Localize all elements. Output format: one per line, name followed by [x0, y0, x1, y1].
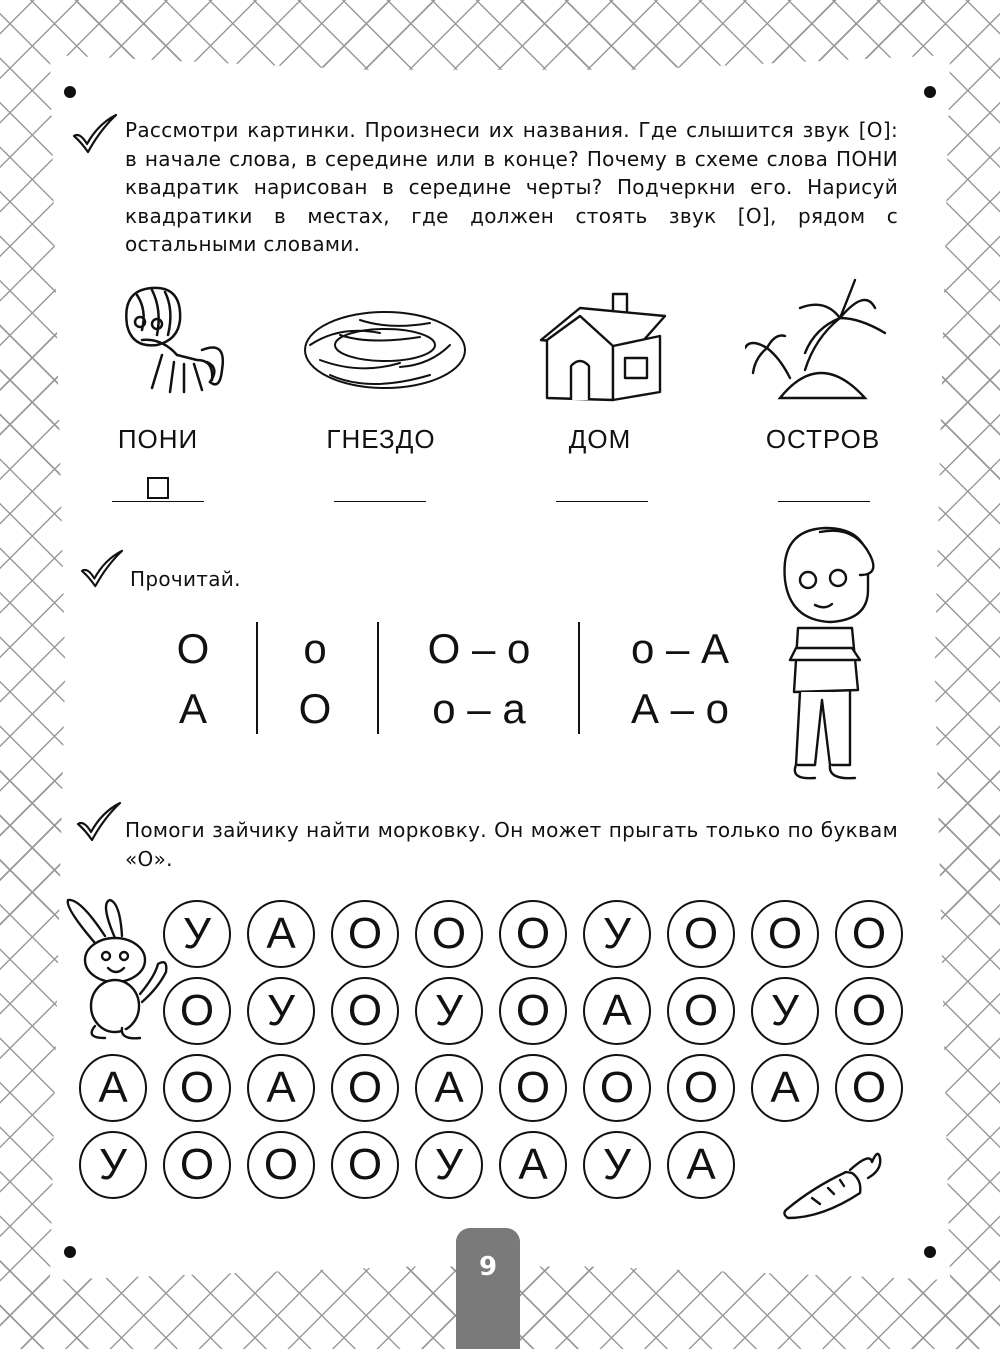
pin-bottom-right	[924, 1246, 936, 1258]
letter-circle-text: А	[686, 1140, 716, 1189]
column-divider	[578, 622, 580, 734]
letter-circle[interactable]	[163, 977, 231, 1045]
letter-circle-text: А	[602, 986, 632, 1035]
letter-circle[interactable]	[79, 1054, 147, 1122]
letter-circle-text: О	[431, 909, 467, 958]
letter-circle[interactable]	[247, 1131, 315, 1199]
letter-circle[interactable]	[79, 1131, 147, 1199]
syllable: А – о	[630, 685, 730, 732]
letter-circle[interactable]	[163, 1131, 231, 1199]
letter-circle-text: У	[603, 909, 631, 958]
letter-circle-text: О	[767, 909, 803, 958]
letter-circle[interactable]	[583, 900, 651, 968]
letter-circle[interactable]	[331, 900, 399, 968]
syllable: о – А	[630, 625, 730, 672]
letter-circle-text: А	[434, 1063, 464, 1112]
answer-line-pony[interactable]	[112, 501, 204, 502]
letter-circle-text: О	[851, 986, 887, 1035]
letter-circle-text: У	[603, 1140, 631, 1189]
letter-circle[interactable]	[667, 977, 735, 1045]
letter-circle[interactable]	[415, 900, 483, 968]
syllable: О	[298, 685, 332, 732]
boy-image	[760, 520, 890, 790]
word-pony: ПОНИ	[117, 424, 199, 454]
nest-image	[300, 305, 470, 405]
letter-circle-text: У	[435, 1140, 463, 1189]
letter-circle-text: У	[771, 986, 799, 1035]
letter-circle[interactable]	[415, 1054, 483, 1122]
sound-square	[147, 477, 169, 499]
pony-image	[102, 280, 232, 410]
pin-top-right	[924, 86, 936, 98]
letter-circle[interactable]	[331, 977, 399, 1045]
letter-circle[interactable]	[499, 1131, 567, 1199]
letter-circle[interactable]	[667, 1054, 735, 1122]
pin-bottom-left	[64, 1246, 76, 1258]
letter-circle-text: О	[515, 986, 551, 1035]
checkmark-icon	[74, 800, 124, 844]
letter-circle[interactable]	[247, 1054, 315, 1122]
letter-circle-text: О	[347, 1063, 383, 1112]
letter-circle[interactable]	[331, 1054, 399, 1122]
pin-top-left	[64, 86, 76, 98]
syllable: О	[176, 625, 210, 672]
letter-circle[interactable]	[667, 1131, 735, 1199]
letter-circle[interactable]	[751, 1054, 819, 1122]
letter-circle-text: А	[518, 1140, 548, 1189]
house-image	[535, 288, 675, 413]
letter-circle[interactable]	[331, 1131, 399, 1199]
page-number: 9	[456, 1228, 520, 1349]
letter-circle[interactable]	[247, 900, 315, 968]
letter-circle[interactable]	[583, 977, 651, 1045]
bunny-image	[60, 898, 170, 1043]
letter-circle-text: У	[183, 909, 211, 958]
letter-circle-text: О	[683, 909, 719, 958]
column-divider	[377, 622, 379, 734]
letter-circle[interactable]	[499, 900, 567, 968]
task2-instructions: Прочитай.	[130, 567, 241, 591]
letter-circle-text: О	[263, 1140, 299, 1189]
carrot-image	[782, 1148, 882, 1220]
answer-line-house[interactable]	[556, 501, 648, 502]
task3-instructions: Помоги зайчику найти морковку. Он может прыгать только по буквам «О».	[125, 818, 898, 871]
letter-circle-text: О	[599, 1063, 635, 1112]
letter-circle-text: А	[266, 1063, 296, 1112]
letter-circle-text: У	[99, 1140, 127, 1189]
checkmark-icon	[70, 112, 120, 156]
checkmark-icon	[78, 548, 126, 590]
letter-circle-text: А	[98, 1063, 128, 1112]
letter-circle[interactable]	[751, 900, 819, 968]
letter-circle[interactable]	[835, 1054, 903, 1122]
syllable: А	[178, 685, 207, 732]
letter-circle[interactable]	[667, 900, 735, 968]
word-nest: ГНЕЗДО	[326, 424, 436, 454]
letter-circle-text: О	[347, 986, 383, 1035]
letter-circle[interactable]	[835, 977, 903, 1045]
letter-circle[interactable]	[583, 1054, 651, 1122]
letter-circle[interactable]	[499, 1054, 567, 1122]
syllable: о – а	[432, 685, 526, 732]
letter-circle-text: О	[347, 1140, 383, 1189]
letter-circle-text: О	[851, 1063, 887, 1112]
letter-circle-text: О	[347, 909, 383, 958]
letter-circle-text: О	[179, 1063, 215, 1112]
letter-circle[interactable]	[415, 977, 483, 1045]
letter-circle-text: А	[770, 1063, 800, 1112]
letter-circle-text: О	[515, 909, 551, 958]
word-island: ОСТРОВ	[765, 424, 881, 454]
letter-circle[interactable]	[499, 977, 567, 1045]
letter-circle-text: У	[267, 986, 295, 1035]
letter-circle[interactable]	[247, 977, 315, 1045]
letter-circle-text: О	[515, 1063, 551, 1112]
syllable: О – о	[427, 625, 531, 672]
letter-circle-text: О	[179, 1140, 215, 1189]
letter-circle-text: О	[683, 1063, 719, 1112]
syllable: о	[303, 625, 327, 672]
letter-circle-text: О	[179, 986, 215, 1035]
letter-circle-text: О	[851, 909, 887, 958]
letter-circle-text: У	[435, 986, 463, 1035]
letter-circle-text: О	[683, 986, 719, 1035]
letter-circle[interactable]	[163, 900, 231, 968]
answer-line-island[interactable]	[778, 501, 870, 502]
letter-circle[interactable]	[583, 1131, 651, 1199]
letter-circle[interactable]	[415, 1131, 483, 1199]
answer-line-nest[interactable]	[334, 501, 426, 502]
word-house: ДОМ	[568, 424, 632, 454]
letter-circle[interactable]	[751, 977, 819, 1045]
letter-circle[interactable]	[835, 900, 903, 968]
letter-circle-text: А	[266, 909, 296, 958]
letter-circle[interactable]	[163, 1054, 231, 1122]
island-image	[745, 278, 895, 413]
task1-instructions: Рассмотри картинки. Произнеси их названия. Где слышится звук [О]: в начале слова, в середине или в конце? Почему в схеме слова ПОНИ квадратик нарисован в середине черты? Подчеркни его. Нарисуй квадратики в местах, где должен стоять звук [О], рядом с остальными словами.	[125, 118, 898, 256]
